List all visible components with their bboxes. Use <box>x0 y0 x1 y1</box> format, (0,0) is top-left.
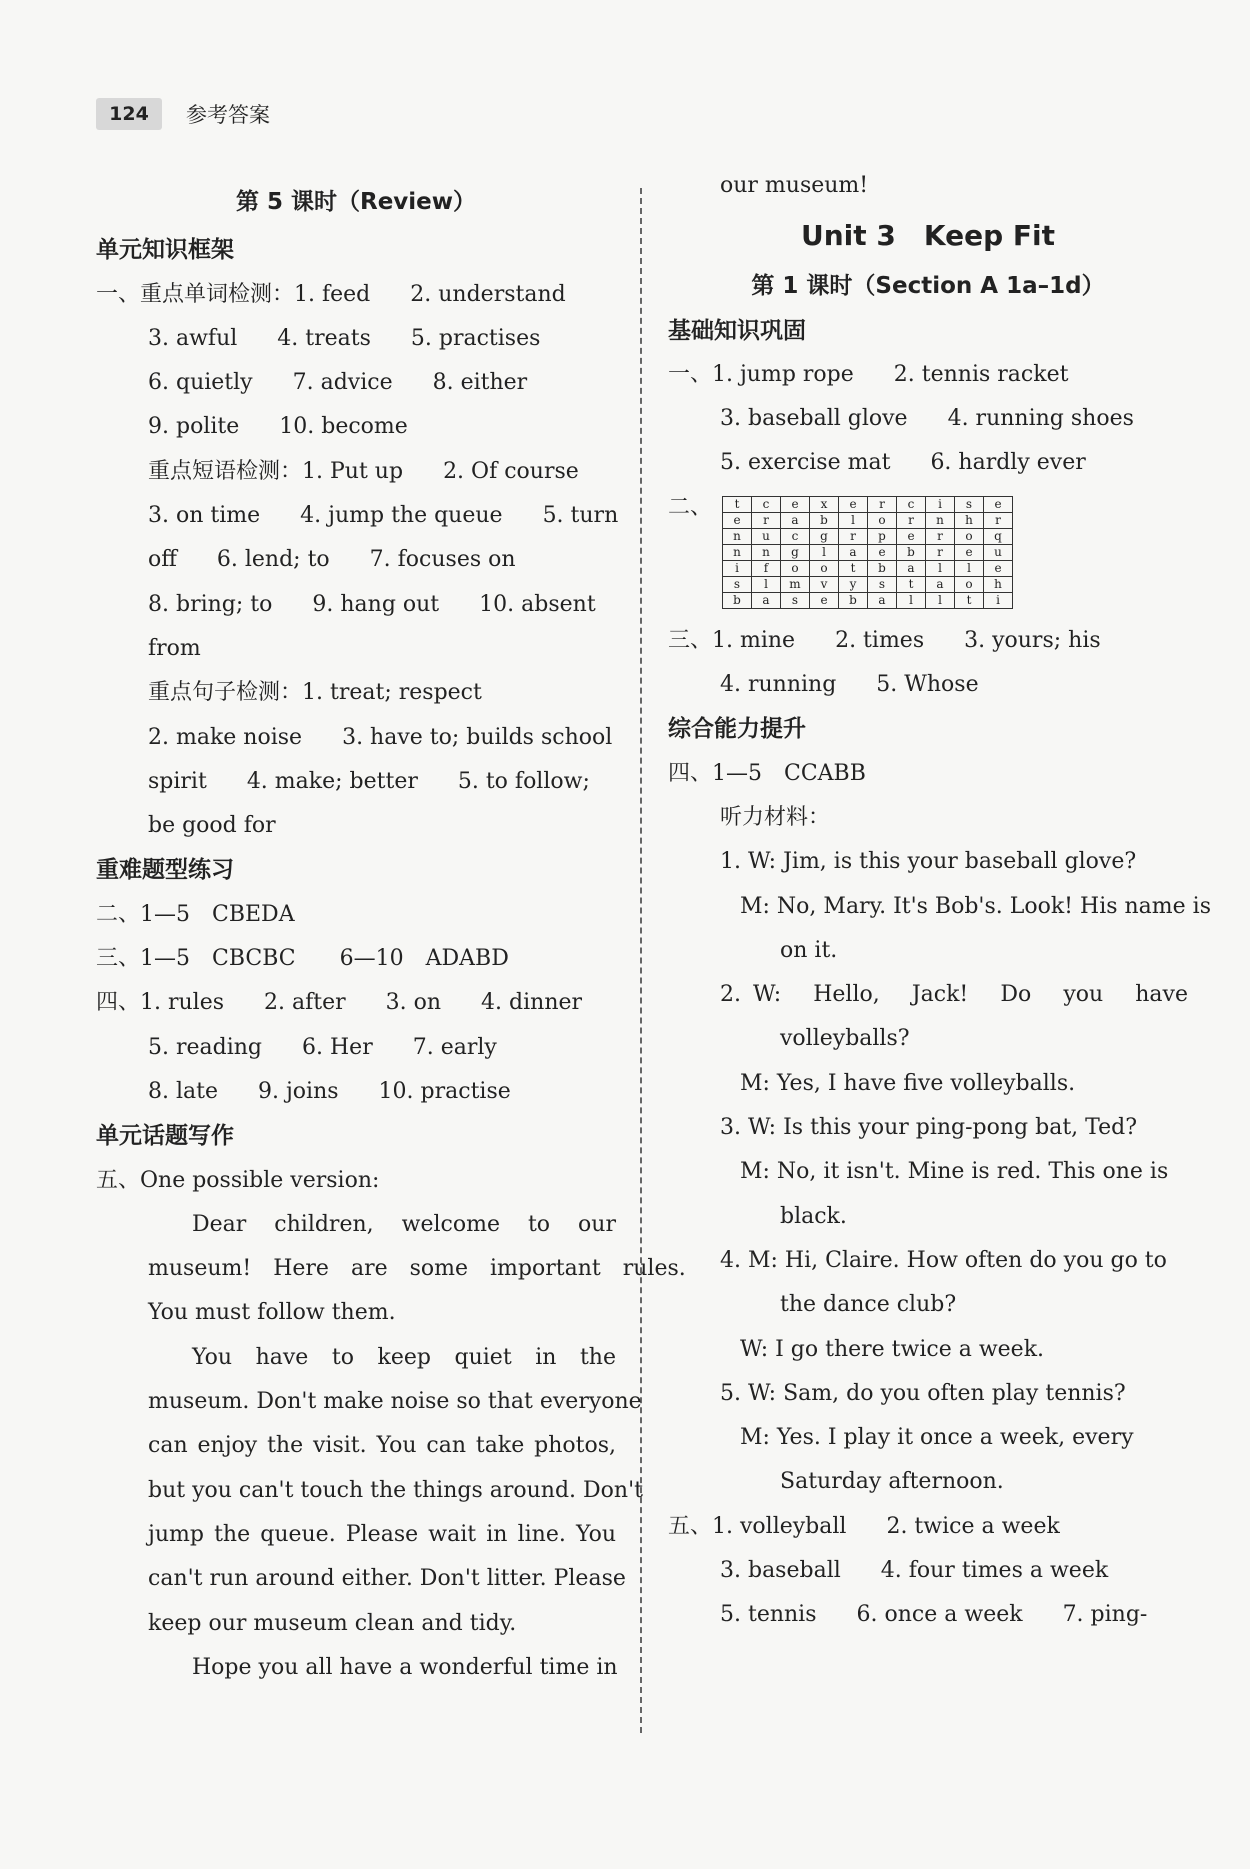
puzzle-cell: r <box>984 512 1013 528</box>
answer-item: 5. practises <box>410 325 541 351</box>
puzzle-cell: e <box>810 592 839 608</box>
answer-line <box>96 981 616 1025</box>
puzzle-cell: a <box>926 576 955 592</box>
answer-item: 4. dinner <box>481 990 583 1016</box>
puzzle-cell: o <box>955 528 984 544</box>
words-label: 一、重点单词检测： <box>96 281 295 307</box>
puzzle-cell: n <box>723 544 752 560</box>
answer-line <box>668 1593 1188 1637</box>
puzzle-cell: l <box>810 544 839 560</box>
words-line <box>96 273 616 317</box>
answer-item: 10. become <box>279 414 408 440</box>
puzzle-cell: g <box>781 544 810 560</box>
answer-item: 9. joins <box>258 1078 339 1104</box>
essay-line: You have to keep quiet in the <box>192 1344 616 1370</box>
answer-item: 6. once a week <box>856 1602 1023 1628</box>
answer-item: 3. yours; his <box>964 627 1101 653</box>
answer-item: 7. advice <box>292 370 393 396</box>
puzzle-cell: e <box>868 544 897 560</box>
dialogue-line: M: Yes, I have five volleyballs. <box>740 1070 1076 1096</box>
puzzle-cell: r <box>897 512 926 528</box>
answer-line <box>668 353 1188 397</box>
answer-item: 2. Of course <box>443 458 579 484</box>
answer-item: 4. make; better <box>246 768 418 794</box>
answer-item: 4. running <box>720 672 837 698</box>
right-column <box>668 173 1212 1638</box>
puzzle-cell: e <box>897 528 926 544</box>
essay-line: You must follow them. <box>148 1300 396 1326</box>
words-line <box>96 361 616 405</box>
answer-item: 1. feed <box>294 281 371 307</box>
sentences-line <box>96 760 616 804</box>
puzzle-cell: i <box>926 496 955 512</box>
puzzle-cell: o <box>955 576 984 592</box>
answer-item: 4. running shoes <box>947 406 1134 432</box>
dialogue-line: M: No, Mary. It's Bob's. Look! His name is <box>740 893 1212 919</box>
answer-item: 2. tennis racket <box>893 361 1069 387</box>
answer-item: 2. after <box>264 990 346 1016</box>
puzzle-cell: h <box>955 512 984 528</box>
puzzle-cell: q <box>984 528 1013 544</box>
unit-title: Unit 3 Keep Fit <box>801 219 1055 253</box>
answer-item: 1. Put up <box>302 458 404 484</box>
answer-item: 四、1. rules <box>96 990 225 1016</box>
answer-item: 3. have to; builds school <box>342 724 613 750</box>
puzzle-cell: a <box>897 560 926 576</box>
puzzle-cell: e <box>984 560 1013 576</box>
answer-item: 8. late <box>148 1078 218 1104</box>
dialogue-line: 2. W: Hello, Jack! Do you have <box>720 982 1188 1008</box>
dialogue-line: black. <box>780 1203 847 1229</box>
puzzle-cell: n <box>723 528 752 544</box>
puzzle-cell: l <box>926 592 955 608</box>
answer-line: 三、1—5 CBCBC 6—10 ADABD <box>96 946 509 972</box>
left-column <box>96 180 686 1690</box>
puzzle-cell: y <box>839 576 868 592</box>
lesson-title: 第 1 课时（Section A 1a–1d） <box>751 273 1105 300</box>
essay-line: museum! Here are some important rules. <box>148 1256 686 1282</box>
answer-line <box>668 663 1188 707</box>
puzzle-cell: c <box>781 528 810 544</box>
puzzle-cell: e <box>781 496 810 512</box>
puzzle-cell: o <box>868 512 897 528</box>
answer-item: 1. treat; respect <box>302 680 482 706</box>
answer-line <box>668 1505 1188 1549</box>
dialogue-line: on it. <box>780 937 838 963</box>
answer-line <box>668 619 1188 663</box>
puzzle-cell: b <box>897 544 926 560</box>
phrases-label: 重点短语检测： <box>148 458 303 484</box>
answer-item: 2. times <box>835 627 925 653</box>
puzzle-label: 二、 <box>668 494 713 520</box>
sentences-line <box>96 716 616 760</box>
answer-line: 四、1—5 CCABB <box>668 760 866 786</box>
section-heading: 综合能力提升 <box>668 716 806 743</box>
answer-item: 6. lend; to <box>216 547 330 573</box>
puzzle-cell: l <box>955 560 984 576</box>
puzzle-cell: o <box>781 560 810 576</box>
dialogue-line: Saturday afternoon. <box>780 1469 1004 1495</box>
puzzle-cell: p <box>868 528 897 544</box>
answer-line <box>668 441 1188 485</box>
dialogue-line: M: Yes. I play it once a week, every <box>740 1425 1134 1451</box>
words-line <box>96 405 616 449</box>
essay-line: but you can't touch the things around. Don't <box>148 1477 643 1503</box>
dialogue-line: volleyballs? <box>780 1026 910 1052</box>
answer-item: 8. either <box>432 370 528 396</box>
answer-item: 5. to follow; <box>457 768 590 794</box>
essay-line: Hope you all have a wonderful time in <box>192 1654 618 1680</box>
dialogue-line: 3. W: Is this your ping-pong bat, Ted? <box>720 1115 1138 1141</box>
answer-item: 5. tennis <box>720 1602 817 1628</box>
answer-item: 10. absent <box>479 591 596 617</box>
puzzle-cell: a <box>839 544 868 560</box>
puzzle-cell: b <box>810 512 839 528</box>
dialogue-line: M: No, it isn't. Mine is red. This one is <box>740 1159 1169 1185</box>
answer-item: 6. hardly ever <box>930 450 1086 476</box>
word-search-puzzle <box>722 496 1188 609</box>
answer-item: off <box>148 547 177 573</box>
puzzle-cell: b <box>868 560 897 576</box>
answer-line <box>96 1070 616 1114</box>
puzzle-cell: u <box>984 544 1013 560</box>
answer-item: 5. reading <box>148 1034 263 1060</box>
answer-item: 6. quietly <box>148 370 253 396</box>
answer-item: 10. practise <box>378 1078 511 1104</box>
answer-line: 五、One possible version: <box>96 1167 380 1193</box>
essay-line: can't run around either. Don't litter. Please <box>148 1566 626 1592</box>
answer-item: from <box>148 635 201 661</box>
answer-item: 5. exercise mat <box>720 450 891 476</box>
phrases-line <box>96 450 616 494</box>
answer-item: 3. baseball <box>720 1558 841 1584</box>
puzzle-cell: r <box>926 528 955 544</box>
answer-item: 五、1. volleyball <box>668 1513 847 1539</box>
puzzle-cell: g <box>810 528 839 544</box>
answer-item: 3. baseball glove <box>720 406 908 432</box>
puzzle-cell: o <box>810 560 839 576</box>
answer-item: be good for <box>148 813 276 839</box>
answer-item: spirit <box>148 768 207 794</box>
puzzle-cell: s <box>955 496 984 512</box>
answer-item: 4. four times a week <box>880 1558 1109 1584</box>
answer-item: 2. make noise <box>148 724 303 750</box>
dialogue-line: 5. W: Sam, do you often play tennis? <box>720 1380 1126 1406</box>
words-line <box>96 317 616 361</box>
answer-item: 2. understand <box>410 281 566 307</box>
essay-line: museum. Don't make noise so that everyone <box>148 1389 642 1415</box>
continuation-line: our museum! <box>720 173 869 198</box>
puzzle-cell: t <box>723 496 752 512</box>
puzzle-cell: s <box>723 576 752 592</box>
puzzle-cell: u <box>752 528 781 544</box>
sentences-line <box>96 804 616 848</box>
puzzle-cell: t <box>955 592 984 608</box>
answer-item: 7. early <box>412 1034 497 1060</box>
lesson-title: 第 5 课时（Review） <box>235 189 477 215</box>
puzzle-cell: v <box>810 576 839 592</box>
puzzle-cell: e <box>955 544 984 560</box>
answer-item: 3. on <box>385 990 442 1016</box>
puzzle-cell: c <box>752 496 781 512</box>
section-heading: 单元话题写作 <box>96 1123 234 1150</box>
puzzle-cell: l <box>839 512 868 528</box>
dialogue-line: the dance club? <box>780 1292 957 1318</box>
answer-item: 三、1. mine <box>668 627 796 653</box>
puzzle-cell: n <box>926 512 955 528</box>
answer-item: 7. focuses on <box>369 547 516 573</box>
phrases-line <box>96 583 616 627</box>
answer-item: 6. Her <box>302 1034 373 1060</box>
answer-item: 9. polite <box>148 414 240 440</box>
answer-item: 7. ping- <box>1062 1602 1148 1628</box>
dialogue-line: W: I go there twice a week. <box>740 1336 1045 1362</box>
sentences-line <box>96 671 616 715</box>
puzzle-cell: i <box>723 560 752 576</box>
page-header-title: 参考答案 <box>186 103 270 127</box>
phrases-line <box>96 494 619 538</box>
answer-line <box>96 1026 616 1070</box>
section-heading: 重难题型练习 <box>96 857 234 884</box>
puzzle-cell: r <box>752 512 781 528</box>
phrases-line <box>96 627 616 671</box>
puzzle-cell: n <box>752 544 781 560</box>
section-heading: 基础知识巩固 <box>668 317 806 344</box>
essay-line: jump the queue. Please wait in line. You <box>148 1521 616 1547</box>
answer-line <box>668 1549 1188 1593</box>
puzzle-cell: x <box>810 496 839 512</box>
answer-item: 5. Whose <box>876 672 979 698</box>
answer-item: 4. treats <box>277 325 371 351</box>
puzzle-cell: l <box>926 560 955 576</box>
puzzle-cell: b <box>839 592 868 608</box>
puzzle-cell: a <box>752 592 781 608</box>
answer-item: 2. twice a week <box>886 1513 1060 1539</box>
puzzle-cell: l <box>752 576 781 592</box>
puzzle-cell: t <box>897 576 926 592</box>
puzzle-cell: t <box>839 560 868 576</box>
answer-item: 3. on time <box>148 503 261 529</box>
puzzle-cell: i <box>984 592 1013 608</box>
puzzle-cell: e <box>839 496 868 512</box>
essay-line: can enjoy the visit. You can take photos, <box>148 1433 616 1459</box>
essay-line: Dear children, welcome to our <box>192 1211 616 1237</box>
listening-label: 听力材料： <box>720 804 831 830</box>
answer-item: 9. hang out <box>312 591 440 617</box>
puzzle-cell: l <box>897 592 926 608</box>
answer-item: 4. jump the queue <box>300 503 503 529</box>
puzzle-cell: h <box>984 576 1013 592</box>
puzzle-cell: s <box>781 592 810 608</box>
puzzle-cell: f <box>752 560 781 576</box>
puzzle-cell: a <box>868 592 897 608</box>
answer-item: 3. awful <box>148 325 238 351</box>
puzzle-cell: e <box>723 512 752 528</box>
answer-line: 二、1—5 CBEDA <box>96 901 295 927</box>
answer-item: 8. bring; to <box>148 591 273 617</box>
puzzle-cell: b <box>723 592 752 608</box>
puzzle-cell: c <box>897 496 926 512</box>
section-heading: 单元知识框架 <box>96 237 234 264</box>
puzzle-cell: r <box>926 544 955 560</box>
phrases-line <box>96 538 616 582</box>
puzzle-cell: r <box>839 528 868 544</box>
dialogue-line: 1. W: Jim, is this your baseball glove? <box>720 849 1137 875</box>
puzzle-cell: s <box>868 576 897 592</box>
answer-item: 5. turn <box>542 503 619 529</box>
puzzle-cell: r <box>868 496 897 512</box>
sentences-label: 重点句子检测： <box>148 680 303 706</box>
puzzle-cell: e <box>984 496 1013 512</box>
essay-line: keep our museum clean and tidy. <box>148 1610 517 1636</box>
puzzle-cell: m <box>781 576 810 592</box>
page-number: 124 <box>96 98 162 130</box>
answer-item: 一、1. jump rope <box>668 361 854 387</box>
answer-line <box>668 397 1188 441</box>
dialogue-line: 4. M: Hi, Claire. How often do you go to <box>720 1247 1167 1273</box>
puzzle-cell: a <box>781 512 810 528</box>
